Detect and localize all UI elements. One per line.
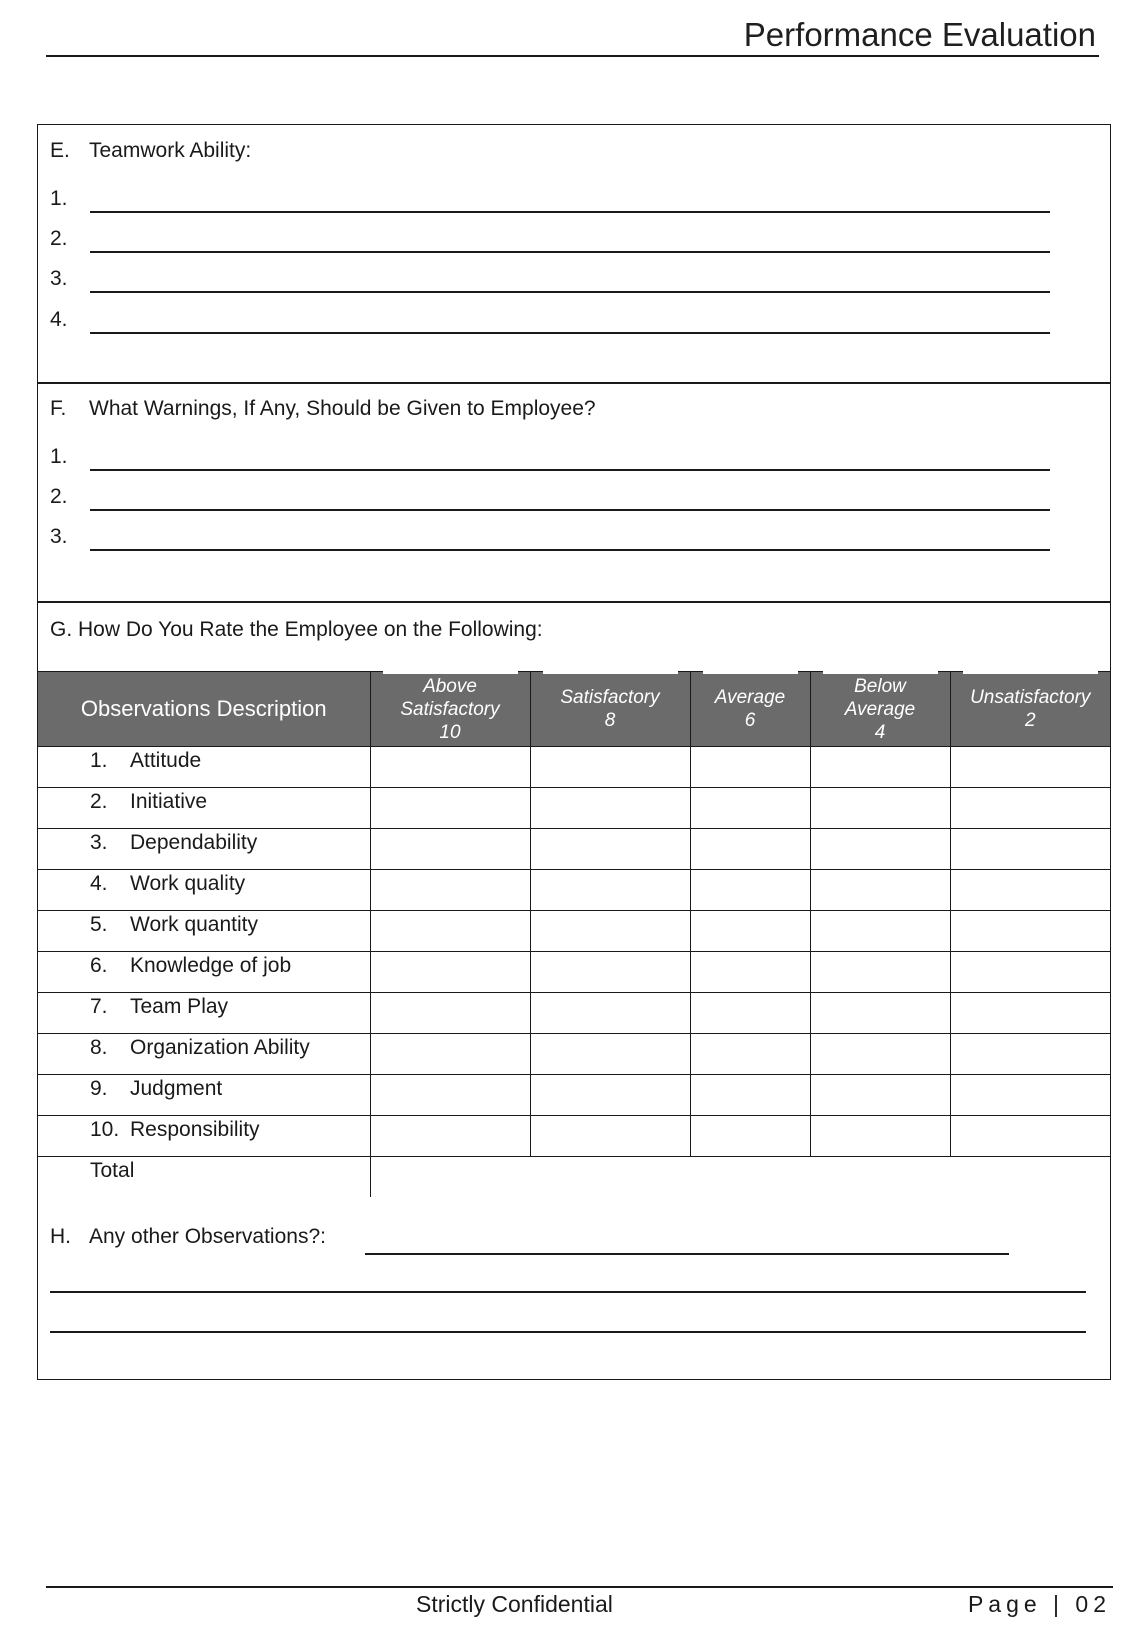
teamwork-line-3[interactable]: 3. — [50, 267, 1050, 297]
total-row — [38, 1157, 1110, 1198]
rating-row — [38, 829, 1110, 870]
rating-cell[interactable] — [690, 870, 810, 911]
observation-label: Organization Ability — [130, 1036, 310, 1059]
section-divider — [38, 382, 1110, 384]
observation-label-cell — [38, 788, 370, 829]
rating-cell[interactable] — [810, 1034, 950, 1075]
rating-cell[interactable] — [690, 788, 810, 829]
rating-cell[interactable] — [810, 1075, 950, 1116]
rating-cell[interactable] — [690, 952, 810, 993]
section-e-title: E. Teamwork Ability: — [50, 139, 252, 162]
rating-cell[interactable] — [530, 1116, 690, 1157]
rating-row — [38, 1034, 1110, 1075]
rating-cell[interactable] — [810, 747, 950, 788]
observation-label: Work quantity — [130, 913, 258, 936]
observation-label-cell — [38, 993, 370, 1034]
observation-number: 3. — [90, 831, 108, 854]
observations-header: Observations Description — [38, 672, 370, 747]
rating-cell[interactable] — [530, 911, 690, 952]
observation-label: Attitude — [130, 749, 202, 772]
observation-number: 1. — [90, 749, 108, 772]
rating-cell[interactable] — [950, 1116, 1110, 1157]
observation-label-cell — [38, 747, 370, 788]
rating-cell[interactable] — [810, 911, 950, 952]
rating-cell[interactable] — [530, 993, 690, 1034]
rating-cell[interactable] — [810, 788, 950, 829]
rating-cell[interactable] — [530, 952, 690, 993]
rating-cell[interactable] — [370, 870, 530, 911]
rating-cell[interactable] — [530, 829, 690, 870]
rating-table — [38, 671, 1110, 1197]
observation-number: 10. — [90, 1118, 120, 1141]
rating-cell[interactable] — [370, 788, 530, 829]
rating-header-below-average: Below Average 4 — [810, 672, 950, 747]
rating-cell[interactable] — [950, 993, 1110, 1034]
rating-cell[interactable] — [690, 911, 810, 952]
rating-cell[interactable] — [950, 911, 1110, 952]
observation-label: Team Play — [130, 995, 229, 1018]
rating-cell[interactable] — [530, 1075, 690, 1116]
rating-cell[interactable] — [530, 870, 690, 911]
rating-row — [38, 870, 1110, 911]
rating-cell[interactable] — [810, 829, 950, 870]
observation-number: 5. — [90, 913, 108, 936]
rating-header-satisfactory: Satisfactory 8 — [530, 672, 690, 747]
observation-number: 6. — [90, 954, 108, 977]
observation-label: Judgment — [130, 1077, 223, 1100]
header-rule — [46, 55, 1099, 57]
observation-label: Knowledge of job — [130, 954, 292, 977]
rating-cell[interactable] — [810, 993, 950, 1034]
observation-label-cell — [38, 1116, 370, 1157]
rating-cell[interactable] — [810, 870, 950, 911]
observation-label-cell — [38, 829, 370, 870]
total-value-cell[interactable] — [370, 1157, 1110, 1198]
rating-row — [38, 1116, 1110, 1157]
rating-cell[interactable] — [950, 952, 1110, 993]
rating-row — [38, 747, 1110, 788]
observation-number: 9. — [90, 1077, 108, 1100]
observations-line-inline[interactable] — [365, 1253, 1009, 1255]
observation-label-cell — [38, 952, 370, 993]
observation-label: Dependability — [130, 831, 258, 854]
rating-header-average: Average 6 — [690, 672, 810, 747]
rating-row — [38, 952, 1110, 993]
rating-cell[interactable] — [370, 1116, 530, 1157]
rating-cell[interactable] — [370, 829, 530, 870]
section-divider — [38, 601, 1110, 603]
rating-cell[interactable] — [690, 1075, 810, 1116]
rating-cell[interactable] — [370, 993, 530, 1034]
section-f-title: F. What Warnings, If Any, Should be Given to Employee? — [50, 397, 596, 420]
rating-cell[interactable] — [950, 747, 1110, 788]
observation-label: Initiative — [130, 790, 208, 813]
rating-row — [38, 788, 1110, 829]
observation-number: 2. — [90, 790, 108, 813]
rating-cell[interactable] — [950, 788, 1110, 829]
form-box — [37, 124, 1111, 1380]
observation-label-cell — [38, 870, 370, 911]
rating-header-above-satisfactory: Above Satisfactory 10 — [370, 672, 530, 747]
rating-row — [38, 1075, 1110, 1116]
observation-label-cell — [38, 911, 370, 952]
section-h-title: H. Any other Observations?: — [50, 1225, 326, 1248]
warning-line-2[interactable]: 2. — [50, 485, 1050, 515]
observation-label: Responsibility — [130, 1118, 260, 1141]
rating-cell[interactable] — [370, 1034, 530, 1075]
rating-cell[interactable] — [370, 952, 530, 993]
section-other-observations — [50, 1225, 1100, 1249]
total-label-cell: Total — [38, 1157, 370, 1198]
warning-line-1[interactable]: 1. — [50, 445, 1050, 475]
teamwork-line-2[interactable]: 2. — [50, 227, 1050, 257]
rating-cell[interactable] — [810, 1116, 950, 1157]
rating-cell[interactable] — [530, 1034, 690, 1075]
rating-cell[interactable] — [690, 1116, 810, 1157]
rating-cell[interactable] — [690, 993, 810, 1034]
rating-cell[interactable] — [950, 829, 1110, 870]
rating-cell[interactable] — [950, 870, 1110, 911]
rating-cell[interactable] — [370, 747, 530, 788]
observation-number: 7. — [90, 995, 108, 1018]
observations-line-3[interactable] — [50, 1331, 1086, 1333]
document-title: Performance Evaluation — [743, 16, 1096, 53]
observation-label-cell — [38, 1075, 370, 1116]
rating-cell[interactable] — [530, 788, 690, 829]
teamwork-line-1[interactable]: 1. — [50, 187, 1050, 217]
observation-number: 8. — [90, 1036, 108, 1059]
observations-line-2[interactable] — [50, 1291, 1086, 1293]
rating-cell[interactable] — [530, 747, 690, 788]
teamwork-line-4[interactable]: 4. — [50, 308, 1050, 338]
footer-rule — [46, 1586, 1113, 1588]
rating-cell[interactable] — [690, 1034, 810, 1075]
page-number: Page | 02 — [967, 1591, 1111, 1617]
rating-cell[interactable] — [690, 747, 810, 788]
section-g-title: G. How Do You Rate the Employee on the Following: — [50, 618, 543, 641]
rating-row — [38, 911, 1110, 952]
rating-row — [38, 993, 1110, 1034]
rating-cell[interactable] — [690, 829, 810, 870]
observation-number: 4. — [90, 872, 108, 895]
rating-cell[interactable] — [950, 1034, 1110, 1075]
rating-cell[interactable] — [370, 911, 530, 952]
footer-confidential: Strictly Confidential — [416, 1591, 613, 1617]
rating-header-unsatisfactory: Unsatisfactory 2 — [950, 672, 1110, 747]
observation-label-cell — [38, 1034, 370, 1075]
observation-label: Work quality — [130, 872, 246, 895]
rating-cell[interactable] — [370, 1075, 530, 1116]
rating-cell[interactable] — [810, 952, 950, 993]
warning-line-3[interactable]: 3. — [50, 525, 1050, 555]
rating-cell[interactable] — [950, 1075, 1110, 1116]
rating-header-row — [38, 672, 1110, 747]
